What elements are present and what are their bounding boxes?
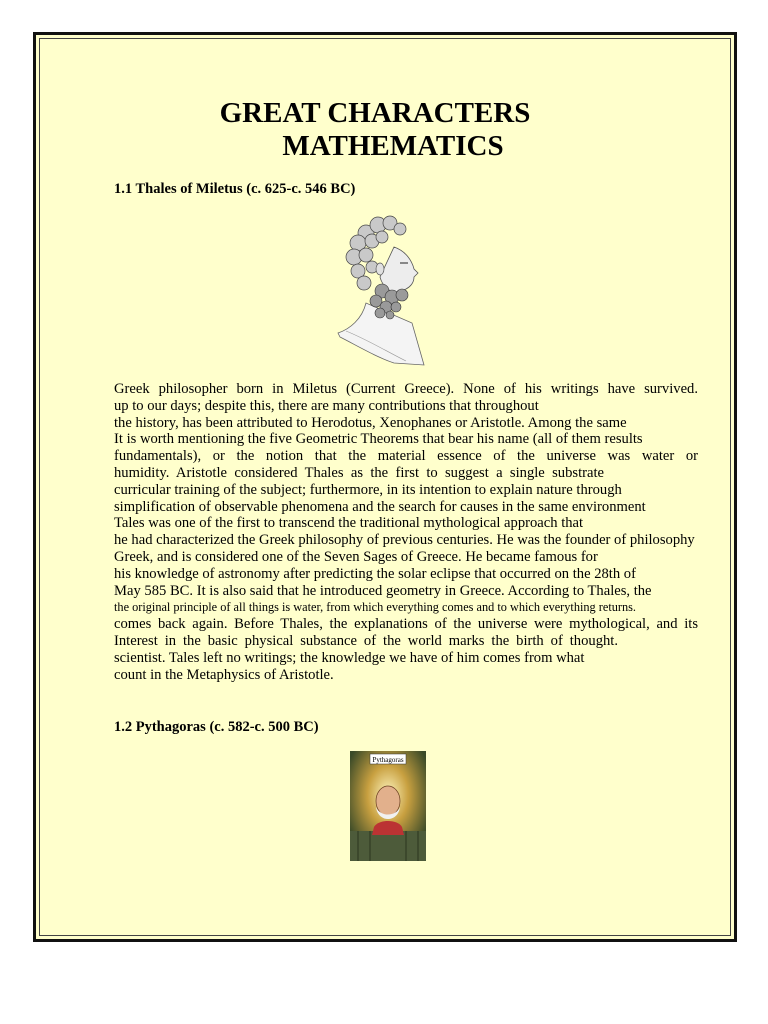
body-line: humidity. Aristotle considered Thales as the first to suggest a single substrate [114, 464, 604, 481]
section-heading-thales: 1.1 Thales of Miletus (c. 625-c. 546 BC) [114, 181, 356, 197]
document-title-line-2: MATHEMATICS [282, 130, 504, 162]
document-title-line-1: GREAT CHARACTERS [219, 97, 531, 129]
body-line: Greek philosopher born in Miletus (Current Greece). None of his writings have survived. [114, 381, 698, 397]
body-line: simplification of observable phenomena and the search for causes in the same environment [114, 498, 646, 515]
body-line: Tales was one of the first to transcend the traditional mythological approach that [114, 515, 584, 532]
body-line: his knowledge of astronomy after predicting the solar eclipse that occurred on the 28th of [114, 565, 636, 582]
body-line: count in the Metaphysics of Aristotle. [114, 666, 334, 683]
body-line: It is worth mentioning the five Geometric Theorems that bear his name (all of them results [114, 431, 643, 448]
body-line: curricular training of the subject; furthermore, in its intention to explain nature through [114, 481, 622, 498]
cover-caption: Pythagoras [372, 756, 404, 764]
body-line: fundamentals), or the notion that the material essence of the universe was water or [114, 448, 698, 465]
body-line: he had characterized the Greek philosophy of previous centuries. He was the founder of philosophy [114, 532, 695, 549]
body-line: scientist. Tales left no writings; the knowledge we have of him comes from what [114, 649, 585, 666]
body-line: Greek, and is considered one of the Seven Sages of Greece. He became famous for [114, 548, 598, 565]
body-line: up to our days; despite this, there are many contributions that throughout [114, 397, 539, 414]
thales-body-text [114, 381, 698, 683]
body-line: Interest in the basic physical substance of the world marks the birth of thought. [114, 632, 618, 649]
section-heading-pythagoras: 1.2 Pythagoras (c. 582-c. 500 BC) [114, 719, 319, 735]
body-line: the original principle of all things is water, from which everything comes and to which everything returns. [114, 600, 636, 615]
pythagoras-cover-image [350, 751, 426, 861]
page-frame [33, 32, 737, 942]
body-line: comes back again. Before Thales, the explanations of the universe were mythological, and its [114, 616, 698, 633]
thales-portrait-image [336, 211, 436, 367]
body-line: May 585 BC. It is also said that he introduced geometry in Greece. According to Thales, the [114, 582, 652, 599]
body-line: the history, has been attributed to Herodotus, Xenophanes or Aristotle. Among the same [114, 414, 627, 431]
